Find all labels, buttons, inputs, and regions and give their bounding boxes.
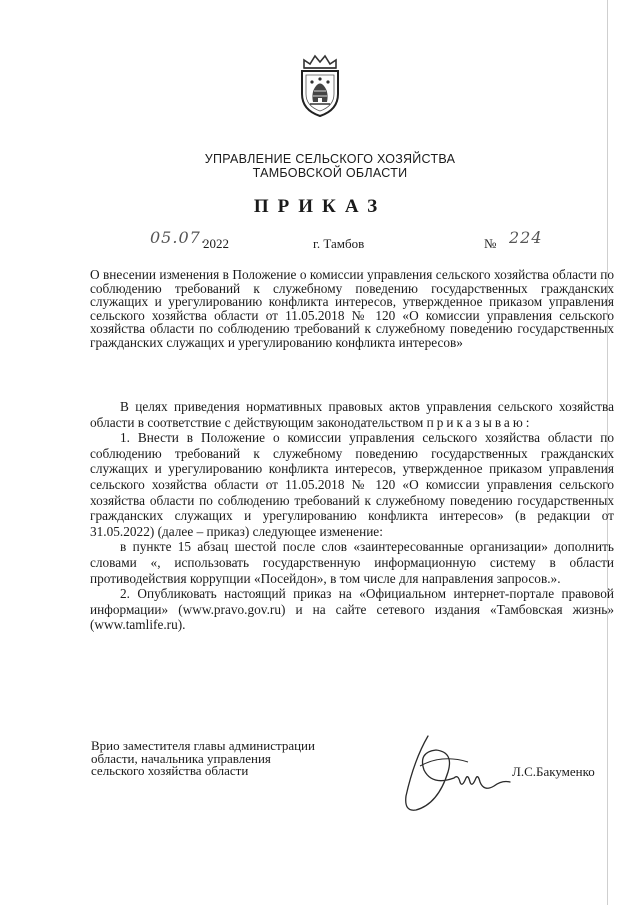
org-name-line2: ТАМБОВСКОЙ ОБЛАСТИ (252, 166, 408, 180)
position-line2: области, начальника управления (91, 750, 271, 766)
document-title: ПРИКАЗ (253, 196, 387, 217)
item-2: 2. Опубликовать настоящий приказ на «Официальном интернет-портале правовой информации» (www.pravo.gov.ru) и на сайте сетевого издания «Тамбовская жизнь» (www.tamlife.ru). (90, 586, 614, 633)
signatory-position (91, 740, 371, 778)
preamble (90, 399, 614, 430)
signer-name: Л.С.Бакуменко (512, 764, 595, 779)
document-subject: О внесении изменения в Положение о комиссии управления сельского хозяйства области по соблюдению требований к служебному поведению государственных гражданских служащих и урегулированию конфликта интересов, утвержденное приказом управления сельского хозяйства области от 11.05.2018 № 120 «О комиссии управления сельского хозяйства области по соблюдению требований к служебному поведению государственных гражданских служащих и урегулированию конфликта интересов» (90, 267, 614, 350)
org-name-line1: УПРАВЛЕНИЕ СЕЛЬСКОГО ХОЗЯЙСТВА (204, 152, 456, 166)
number-handwritten: 224 (509, 228, 543, 247)
city: г. Тамбов (313, 236, 365, 251)
date-handwritten: 05.07. (150, 228, 207, 247)
document-body (90, 399, 614, 633)
item-1-change: в пункте 15 абзац шестой после слов «заинтересованные организации» дополнить словами «, использовать государственную информационную систему в области противодействия коррупции «Посейдон», в том числе для направления запросов.». (90, 539, 614, 586)
tambov-coat-of-arms-icon (294, 52, 346, 118)
preamble-text: В целях приведения нормативных правовых актов управления сельского хозяйства области в соответствие с действующим законодательством (90, 399, 614, 430)
handwritten-signature (398, 726, 520, 818)
date-year: 2022 (203, 236, 229, 251)
position-line3: сельского хозяйства области (91, 763, 249, 778)
position-line1: Врио заместителя главы администрации (91, 738, 315, 753)
item-1: 1. Внести в Положение о комиссии управления сельского хозяйства области по соблюдению требований к служебному поведению государственных гражданских служащих и урегулированию конфликта интересов, утвержденное приказом управления сельского хозяйства области от 11.05.2018 № 120 «О комиссии управления сельского хозяйства области по соблюдению требований к служебному поведению государственных гражданских служащих и урегулированию конфликта интересов» (в редакции от 31.05.2022) (далее – приказ) следующее изменение: (90, 430, 614, 539)
order-word: приказываю: (426, 414, 533, 430)
number-label: № (484, 236, 497, 251)
